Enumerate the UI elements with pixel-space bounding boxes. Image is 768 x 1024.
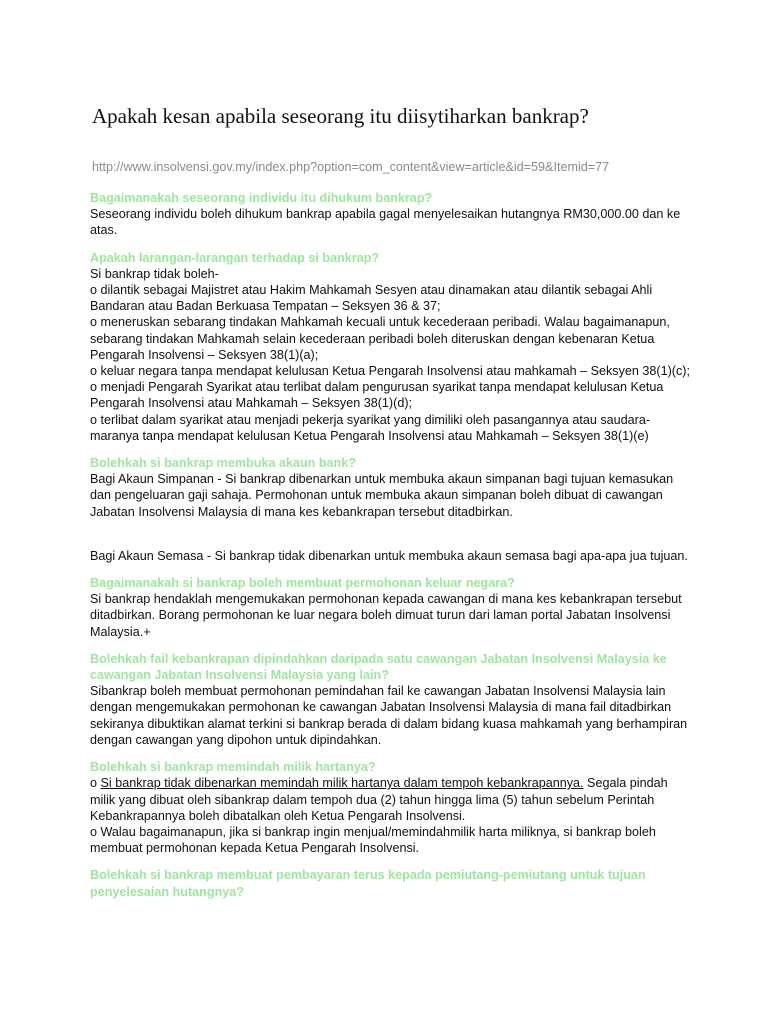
question-heading: Bagaimanakah seseorang individu itu dihukum bankrap? [90, 191, 433, 205]
page-title: Apakah kesan apabila seseorang itu diisytiharkan bankrap? [92, 104, 589, 128]
list-item: o keluar negara tanpa mendapat kelulusan Ketua Pengarah Insolvensi atau mahkamah – Seksyen 38(1)(c); [90, 364, 690, 379]
question-heading: Bolehkah si bankrap membuat pembayaran terus kepada pemiutang-pemiutang untuk tujuan penyelesaian hutangnya? [90, 868, 646, 899]
article-body [90, 190, 690, 900]
list-item: o dilantik sebagai Majistret atau Hakim Mahkamah Sesyen atau dinamakan atau dilantik sebagai Ahli Bandaran atau Badan Berkuasa Tempatan – Seksyen 36 & 37; [90, 283, 653, 314]
list-item [90, 775, 690, 824]
bullet-prefix: o [90, 776, 101, 791]
answer-paragraph: Si bankrap tidak boleh- [90, 266, 219, 281]
question-heading: Bagaimanakah si bankrap boleh membuat permohonan keluar negara? [90, 576, 515, 591]
list-item: o meneruskan sebarang tindakan Mahkamah kecuali untuk kecederaan peribadi. Walau bagaimanapun, sebarang tindakan Mahkamah selain kecederaan peribadi boleh diteruskan dengan kebenaran Ketua Pengarah Insolvensi – Seksyen 38(1)(a); [90, 315, 670, 362]
answer-paragraph: Sibankrap boleh membuat permohonan pemindahan fail ke cawangan Jabatan Insolvensi Malaysia lain dengan mengemukakan permohonan ke cawangan Jabatan Insolvensi Malaysia di mana fail ditadbirkan sekiranya dibuktikan alamat terkini si bankrap berada di dalam bidang kuasa mahkamah yang berhampiran dengan cawangan yang dipohon untuk dipindahkan. [90, 684, 688, 747]
question-heading: Apakah larangan-larangan terhadap si bankrap? [90, 250, 380, 265]
answer-paragraph: Si bankrap hendaklah mengemukakan permohonan kepada cawangan di mana kes kebankrapan tersebut ditadbirkan. Borang permohonan ke luar negara boleh dimuat turun dari laman portal Jabatan Insolvensi Malaysia.+ [90, 592, 682, 639]
question-heading: Bolehkah fail kebankrapan dipindahkan daripada satu cawangan Jabatan Insolvensi Malaysia ke cawangan Jabatan Insolvensi Malaysia yang lain? [90, 651, 667, 683]
answer-paragraph: Bagi Akaun Simpanan - Si bankrap dibenarkan untuk membuka akaun simpanan bagi tujuan kemasukan dan pengeluaran gaji sahaja. Permohonan untuk membuka akaun simpanan boleh dibuat di cawangan Jabatan Insolvensi Malaysia di mana kes kebankrapan tersebut ditadbirkan. [90, 472, 674, 519]
source-url: http://www.insolvensi.gov.my/index.php?option=com_content&view=article&id=59&Itemid=77 [92, 160, 610, 174]
underlined-text: Si bankrap tidak dibenarkan memindah milik hartanya dalam tempoh kebankrapannya. [100, 776, 584, 791]
list-item: o Walau bagaimanapun, jika si bankrap ingin menjual/memindahmilik harta miliknya, si bankrap boleh membuat permohonan kepada Ketua Pengarah Insolvensi. [90, 824, 656, 856]
list-item: o terlibat dalam syarikat atau menjadi pekerja syarikat yang dimiliki oleh pasangannya atau saudara-maranya tanpa mendapat kelulusan Ketua Pengarah Insolvensi atau Mahkamah – Seksyen 38(1)(e) [90, 412, 651, 443]
list-item: o menjadi Pengarah Syarikat atau terlibat dalam pengurusan syarikat tanpa mendapat kelulusan Ketua Pengarah Insolvensi atau Mahkamah – Seksyen 38(1)(d); [90, 380, 664, 411]
question-heading: Bolehkah si bankrap membuka akaun bank? [90, 456, 356, 471]
item-text: Segala pindah milik yang dibuat oleh sibankrap dalam tempoh dua (2) tahun hingga lima (5) tahun sebelum Perintah Kebankrapannya boleh dibatalkan oleh Ketua Pengarah Insolvensi. [90, 776, 668, 823]
answer-paragraph: Bagi Akaun Semasa - Si bankrap tidak dibenarkan untuk membuka akaun semasa bagi apa-apa jua tujuan. [90, 548, 688, 563]
question-heading: Bolehkah si bankrap memindah milik hartanya? [90, 760, 376, 775]
answer-paragraph: Seseorang individu boleh dihukum bankrap apabila gagal menyelesaikan hutangnya RM30,000.00 dan ke atas. [90, 207, 681, 238]
